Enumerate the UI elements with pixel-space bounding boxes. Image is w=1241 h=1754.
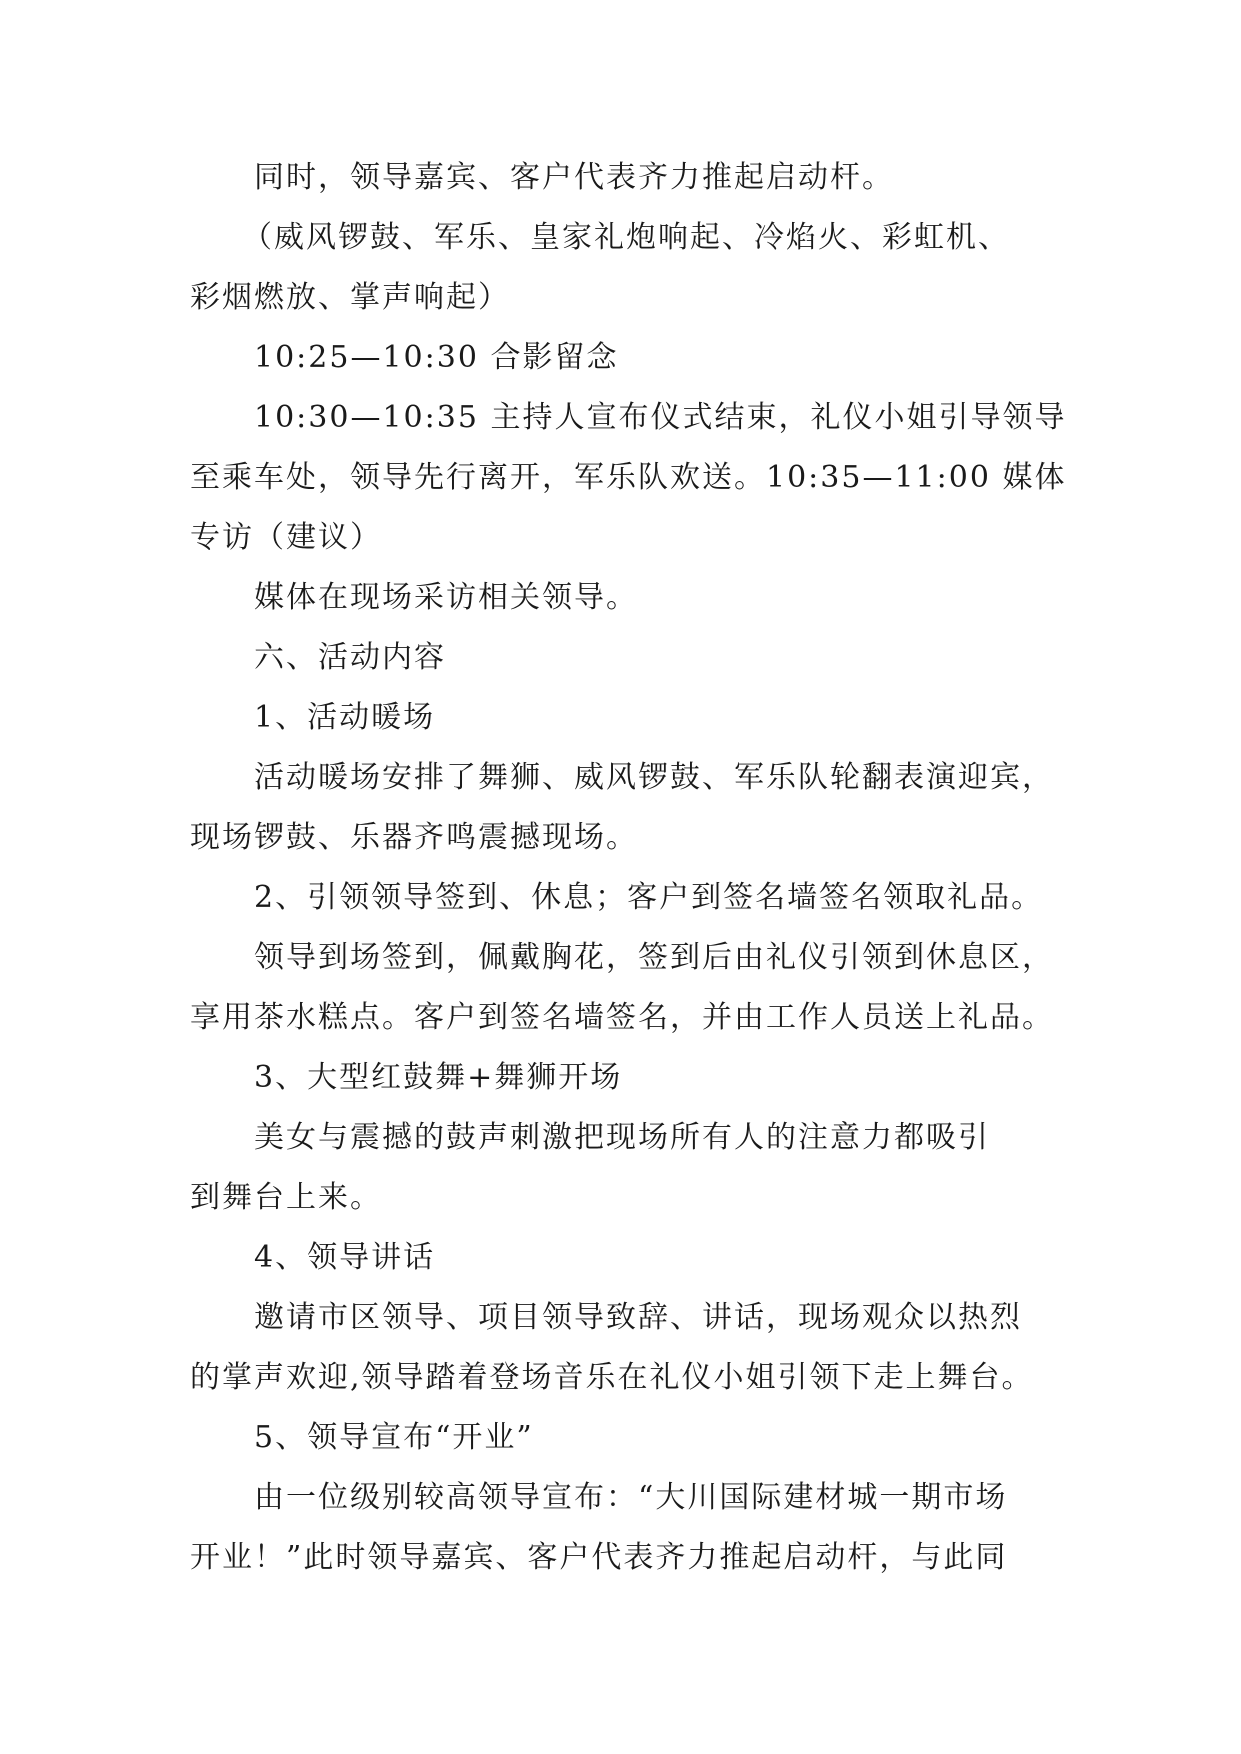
text-line: 美女与震撼的鼓声刺激把现场所有人的注意力都吸引: [254, 1120, 990, 1155]
text-line: 专访（建议）: [190, 520, 382, 555]
text-line: 开业！”此时领导嘉宾、客户代表齐力推起启动杆，与此同: [190, 1540, 1008, 1575]
subsection-heading: 4、领导讲话: [254, 1240, 436, 1275]
text-line: 10:30—10:35 主持人宣布仪式结束，礼仪小姐引导领导: [254, 400, 1067, 435]
text-line: 现场锣鼓、乐器齐鸣震撼现场。: [190, 820, 638, 855]
subsection-heading: 1、活动暖场: [254, 700, 436, 735]
text-line: 领导到场签到，佩戴胸花，签到后由礼仪引领到休息区，: [254, 940, 1054, 975]
text-line: 同时，领导嘉宾、客户代表齐力推起启动杆。: [254, 160, 894, 195]
document-body: [190, 148, 1067, 1588]
subsection-heading: 5、领导宣布“开业”: [254, 1420, 534, 1455]
text-line: 媒体在现场采访相关领导。: [254, 580, 638, 615]
text-line: 邀请市区领导、项目领导致辞、讲话，现场观众以热烈: [254, 1300, 1022, 1335]
text-line: （威风锣鼓、军乐、皇家礼炮响起、冷焰火、彩虹机、: [242, 220, 1010, 255]
text-line: 享用茶水糕点。客户到签名墙签名，并由工作人员送上礼品。: [190, 1000, 1054, 1035]
text-line: 10:25—10:30 合影留念: [254, 340, 619, 375]
subsection-heading: 2、引领领导签到、休息；客户到签名墙签名领取礼品。: [254, 880, 1044, 915]
text-line: 活动暖场安排了舞狮、威风锣鼓、军乐队轮翻表演迎宾，: [254, 760, 1054, 795]
text-line: 彩烟燃放、掌声响起）: [190, 280, 510, 315]
section-heading: 六、活动内容: [254, 640, 446, 675]
text-line: 至乘车处，领导先行离开，军乐队欢送。10:35—11:00 媒体: [190, 460, 1067, 495]
text-line: 到舞台上来。: [190, 1180, 382, 1215]
subsection-heading: 3、大型红鼓舞+舞狮开场: [254, 1060, 623, 1095]
text-line: 由一位级别较高领导宣布：“大川国际建材城一期市场: [254, 1480, 1008, 1515]
text-line: 的掌声欢迎,领导踏着登场音乐在礼仪小姐引领下走上舞台。: [190, 1360, 1034, 1395]
